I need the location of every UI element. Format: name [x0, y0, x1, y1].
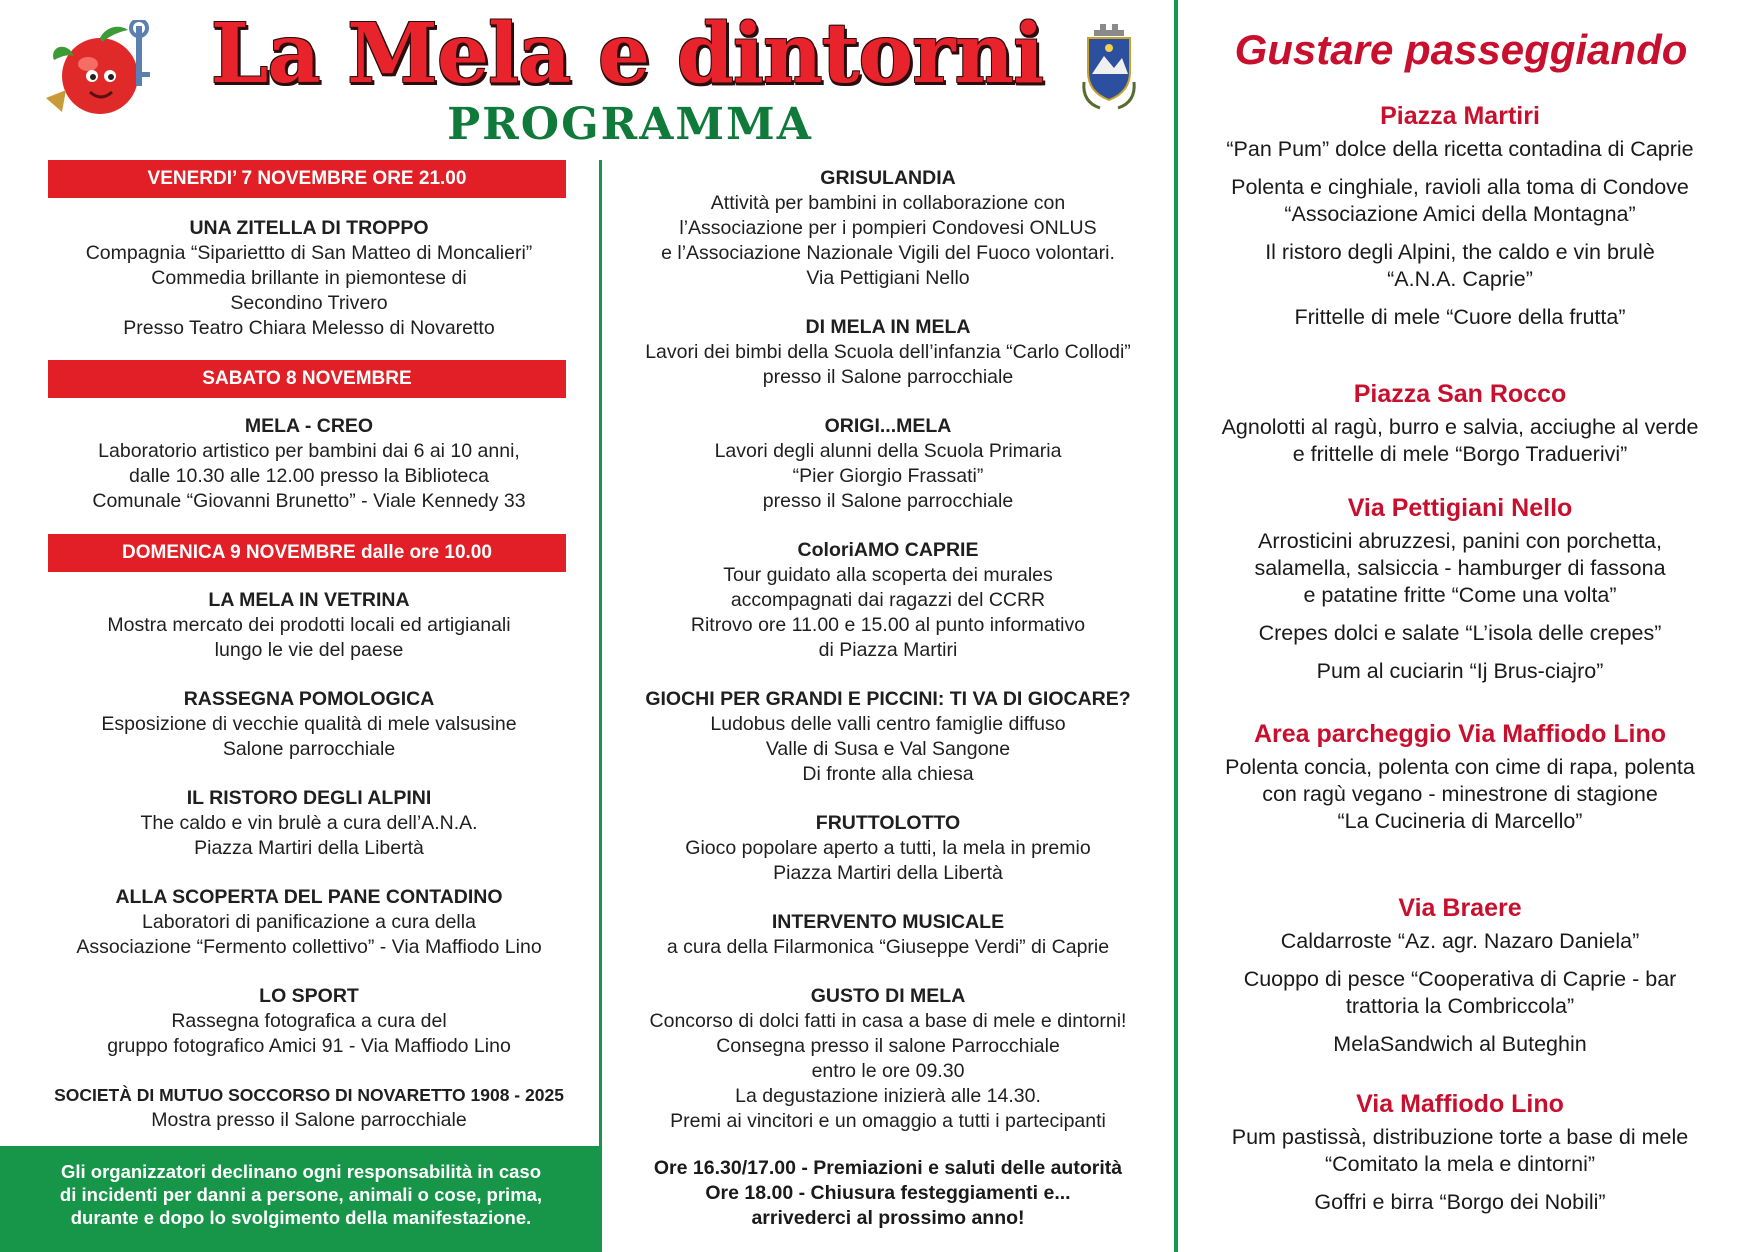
event-line: Concorso di dolci fatti in casa a base di mele e dintorni!	[649, 1010, 1127, 1032]
friday-events	[10, 216, 608, 365]
disclaimer-line: di incidenti per danni a persone, animali o cose, prima,	[59, 1184, 543, 1205]
event-line: Secondino Trivero	[230, 292, 388, 314]
event-line: Comunale “Giovanni Brunetto” - Viale Kennedy 33	[92, 490, 526, 512]
event	[602, 315, 1174, 390]
saturday-events	[10, 414, 608, 538]
event	[602, 166, 1174, 291]
food-line: con ragù vegano - minestrone di stagione	[1262, 782, 1658, 806]
event-line: Rassegna fotografica a cura del	[171, 1010, 447, 1032]
event-line: Attività per bambini in collaborazione con	[710, 192, 1066, 214]
food-item	[1190, 1124, 1730, 1178]
food-line: Cuoppo di pesce “Cooperativa di Caprie - bar	[1243, 967, 1677, 991]
section-divider	[1174, 0, 1178, 1252]
event-line: Gioco popolare aperto a tutti, la mela in premio	[685, 837, 1091, 859]
event-line: Consegna presso il salone Parrocchiale	[716, 1035, 1060, 1057]
event-line: La degustazione inizierà alle 14.30.	[735, 1085, 1041, 1107]
event-title: INTERVENTO MUSICALE	[771, 911, 1005, 933]
food-line: salamella, salsiccia - hamburger di fassona	[1254, 556, 1666, 580]
food-line: Frittelle di mele “Cuore della frutta”	[1294, 305, 1626, 329]
food-line: Il ristoro degli Alpini, the caldo e vin brulè	[1265, 240, 1655, 264]
event	[602, 984, 1174, 1134]
event-line: Mostra mercato dei prodotti locali ed artigianali	[107, 614, 511, 636]
event	[10, 588, 608, 663]
apple-mascot-logo	[40, 20, 160, 120]
event-title: SOCIETÀ DI MUTUO SOCCORSO DI NOVARETTO 1908 - 2025	[54, 1085, 564, 1105]
event-line: Commedia brillante in piemontese di	[151, 267, 467, 289]
food-item	[1190, 620, 1730, 647]
event-line: e l’Associazione Nazionale Vigili del Fuoco volontari.	[661, 242, 1115, 264]
food-line: e patatine fritte “Come una volta”	[1303, 583, 1617, 607]
event-title: FRUTTOLOTTO	[815, 812, 961, 834]
event-title: ColoriAMO CAPRIE	[797, 539, 979, 561]
food-place	[1190, 488, 1730, 696]
food-place	[1190, 374, 1730, 479]
event-line: Di fronte alla chiesa	[802, 763, 974, 785]
event	[10, 1083, 608, 1133]
place-name: Piazza Martiri	[1380, 102, 1540, 130]
event-title: UNA ZITELLA DI TROPPO	[189, 217, 429, 239]
food-line: MelaSandwich al Buteghin	[1333, 1032, 1587, 1056]
day-bar-sunday: DOMENICA 9 NOVEMBRE dalle ore 10.00	[48, 534, 566, 572]
event-title: IL RISTORO DEGLI ALPINI	[186, 787, 432, 809]
event-line: Lavori degli alunni della Scuola Primaria	[714, 440, 1062, 462]
food-line: “Pan Pum” dolce della ricetta contadina di Caprie	[1226, 137, 1694, 161]
event-title: GRISULANDIA	[820, 167, 956, 189]
event-line: Laboratorio artistico per bambini dai 6 ai 10 anni,	[98, 440, 520, 462]
food-line: “La Cucineria di Marcello”	[1337, 809, 1583, 833]
event	[10, 414, 608, 514]
event-line: presso il Salone parrocchiale	[762, 490, 1014, 512]
event-line: Compagnia “Sipariettto di San Matteo di Moncalieri”	[85, 242, 533, 264]
event-title: MELA - CREO	[244, 415, 374, 437]
food-item	[1190, 1189, 1730, 1216]
place-name: Via Braere	[1398, 894, 1522, 922]
food-item	[1190, 928, 1730, 955]
food-place	[1190, 714, 1730, 846]
closing-line: Ore 18.00 - Chiusura festeggiamenti e...	[705, 1182, 1071, 1204]
food-item	[1190, 239, 1730, 293]
event-line: di Piazza Martiri	[818, 639, 958, 661]
food-item	[1190, 528, 1730, 609]
event	[602, 811, 1174, 886]
closing-line: Ore 16.30/17.00 - Premiazioni e saluti delle autorità	[653, 1157, 1123, 1179]
food-line: Pum al cuciarin “Ij Brus-ciajro”	[1316, 659, 1604, 683]
event-line: a cura della Filarmonica “Giuseppe Verdi” di Caprie	[666, 936, 1110, 958]
event-line: lungo le vie del paese	[214, 639, 404, 661]
event-title: DI MELA IN MELA	[805, 316, 971, 338]
event-line: Valle di Susa e Val Sangone	[765, 738, 1011, 760]
food-line: e frittelle di mele “Borgo Traduerivi”	[1292, 442, 1628, 466]
food-item	[1190, 754, 1730, 835]
event-line: gruppo fotografico Amici 91 - Via Maffiodo Lino	[107, 1035, 511, 1057]
day-bar-saturday: SABATO 8 NOVEMBRE	[48, 360, 566, 398]
food-item	[1190, 414, 1730, 468]
closing-line: arrivederci al prossimo anno!	[751, 1207, 1025, 1229]
food-item	[1190, 1031, 1730, 1058]
food-line: Polenta e cinghiale, ravioli alla toma di Condove	[1231, 175, 1689, 199]
programme-subtitle: PROGRAMMA	[447, 99, 813, 150]
event-line: dalle 10.30 alle 12.00 presso la Biblioteca	[129, 465, 489, 487]
disclaimer-line: durante e dopo lo svolgimento della manifestazione.	[70, 1207, 532, 1228]
food-line: trattoria la Combriccola”	[1345, 994, 1575, 1018]
event-line: entro le ore 09.30	[811, 1060, 965, 1082]
place-name: Via Maffiodo Lino	[1356, 1090, 1564, 1118]
event	[10, 216, 608, 341]
event-title: ALLA SCOPERTA DEL PANE CONTADINO	[115, 886, 503, 908]
food-item	[1190, 174, 1730, 228]
event-line: Piazza Martiri della Libertà	[773, 862, 1003, 884]
sunday-middle-events	[602, 166, 1174, 1158]
food-item	[1190, 304, 1730, 331]
event	[10, 984, 608, 1059]
event	[10, 885, 608, 960]
food-line: Crepes dolci e salate “L’isola delle crepes”	[1258, 621, 1662, 645]
event-line: Ludobus delle valli centro famiglie diffuso	[710, 713, 1066, 735]
food-place	[1190, 1084, 1730, 1227]
event-line: presso il Salone parrocchiale	[762, 366, 1014, 388]
food-place	[1190, 888, 1730, 1069]
event-line: Esposizione di vecchie qualità di mele valsusine	[101, 713, 517, 735]
disclaimer-box	[0, 1146, 602, 1252]
event-title: RASSEGNA POMOLOGICA	[183, 688, 435, 710]
event-title: GIOCHI PER GRANDI E PICCINI: TI VA DI GIOCARE?	[645, 688, 1131, 710]
event-title: ORIGI...MELA	[824, 415, 952, 437]
event-line: “Pier Giorgio Frassati”	[792, 465, 984, 487]
place-name: Area parcheggio Via Maffiodo Lino	[1253, 720, 1667, 748]
event	[602, 687, 1174, 787]
place-name: Piazza San Rocco	[1353, 380, 1567, 408]
food-line: “Comitato la mela e dintorni”	[1324, 1152, 1596, 1176]
event-title: GUSTO DI MELA	[810, 985, 966, 1007]
sunday-left-events	[10, 588, 608, 1157]
event	[602, 538, 1174, 663]
event	[10, 786, 608, 861]
food-line: Caldarroste “Az. agr. Nazaro Daniela”	[1280, 929, 1640, 953]
event-line: Salone parrocchiale	[222, 738, 396, 760]
food-line: Pum pastissà, distribuzione torte a base di mele	[1231, 1125, 1689, 1149]
food-item	[1190, 966, 1730, 1020]
event-line: Presso Teatro Chiara Melesso di Novaretto	[123, 317, 495, 339]
food-line: Arrosticini abruzzesi, panini con porchetta,	[1258, 529, 1662, 553]
event-line: accompagnati dai ragazzi del CCRR	[730, 589, 1046, 611]
event	[602, 414, 1174, 514]
event-line: Ritrovo ore 11.00 e 15.00 al punto informativo	[690, 614, 1086, 636]
event	[10, 687, 608, 762]
event-line: l’Associazione per i pompieri Condovesi ONLUS	[679, 217, 1097, 239]
event-line: Mostra presso il Salone parrocchiale	[151, 1109, 467, 1131]
food-item	[1190, 136, 1730, 163]
food-place	[1190, 96, 1730, 342]
event-line: Laboratori di panificazione a cura della	[142, 911, 476, 933]
food-section-title: Gustare passeggiando	[1234, 26, 1688, 73]
event-line: Associazione “Fermento collettivo” - Via Maffiodo Lino	[76, 936, 542, 958]
event-line: Via Pettigiani Nello	[806, 267, 970, 289]
coat-of-arms-emblem	[1080, 22, 1138, 110]
food-line: Goffri e birra “Borgo dei Nobili”	[1314, 1190, 1606, 1214]
event	[602, 910, 1174, 960]
food-item	[1190, 658, 1730, 685]
food-line: “Associazione Amici della Montagna”	[1284, 202, 1636, 226]
food-line: Polenta concia, polenta con cime di rapa, polenta	[1225, 755, 1695, 779]
event-line: Piazza Martiri della Libertà	[194, 837, 424, 859]
event-line: Premi ai vincitori e un omaggio a tutti i partecipanti	[670, 1110, 1106, 1132]
event-line: Lavori dei bimbi della Scuola dell’infanzia “Carlo Collodi”	[645, 341, 1131, 363]
food-line: Agnolotti al ragù, burro e salvia, acciughe al verde	[1221, 415, 1699, 439]
day-bar-friday: VENERDI’ 7 NOVEMBRE ORE 21.00	[48, 160, 566, 198]
event-title: LA MELA IN VETRINA	[208, 589, 410, 611]
disclaimer-line: Gli organizzatori declinano ogni responsabilità in caso	[60, 1161, 542, 1182]
main-title: La Mela e dintorni	[210, 6, 1044, 102]
food-line: “A.N.A. Caprie”	[1387, 267, 1533, 291]
event-line: The caldo e vin brulè a cura dell’A.N.A.	[140, 812, 478, 834]
closing-schedule	[602, 1156, 1174, 1231]
event-title: LO SPORT	[259, 985, 359, 1007]
place-name: Via Pettigiani Nello	[1347, 494, 1573, 522]
event-line: Tour guidato alla scoperta dei murales	[723, 564, 1053, 586]
